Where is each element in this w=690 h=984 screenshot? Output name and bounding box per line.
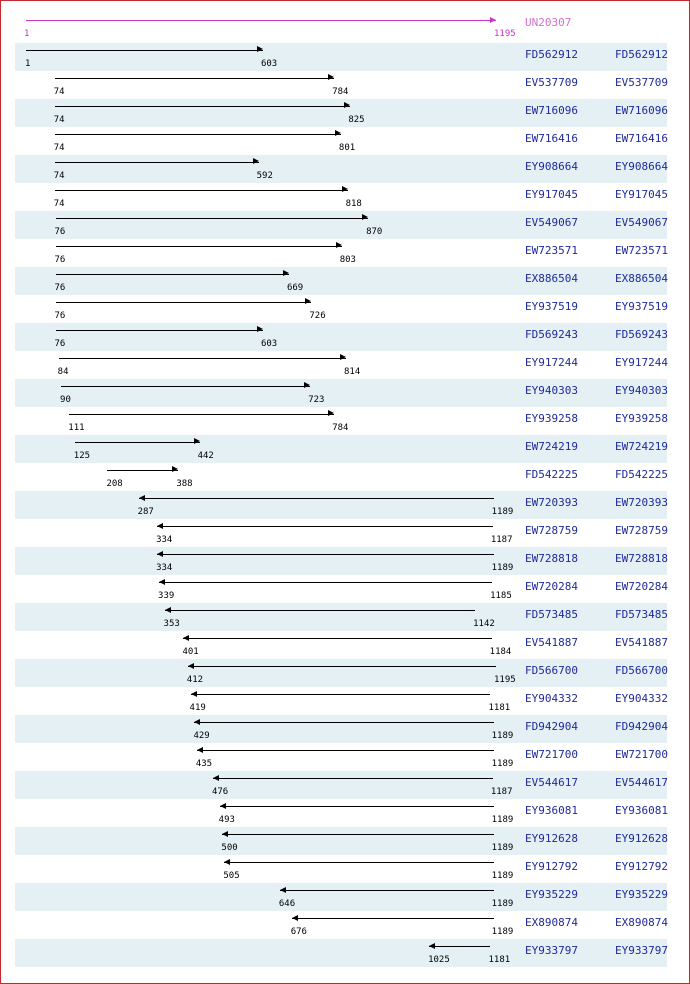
end-position-label: 1189 (491, 927, 514, 937)
alignment-line (213, 778, 493, 779)
start-position-label: 74 (53, 115, 65, 125)
accession-link-secondary[interactable]: EW720284 (615, 580, 668, 593)
alignment-row (15, 603, 667, 631)
start-position-label: 111 (68, 423, 85, 433)
end-position-label: 1181 (488, 703, 511, 713)
alignment-row (15, 379, 667, 407)
arrow-right-icon (344, 102, 350, 108)
alignment-line (183, 638, 491, 639)
alignment-line (55, 106, 351, 107)
end-position-label: 603 (260, 339, 278, 349)
reference-line (26, 20, 496, 21)
arrow-left-icon (197, 747, 203, 753)
arrow-right-icon (305, 298, 311, 304)
accession-link[interactable]: EY936081 (525, 804, 578, 817)
accession-link-secondary[interactable]: EW721700 (615, 748, 668, 761)
arrow-left-icon (222, 831, 228, 837)
accession-link-secondary[interactable]: EY904332 (615, 692, 668, 705)
arrow-left-icon (191, 691, 197, 697)
alignment-row (15, 71, 667, 99)
alignment-line (220, 806, 494, 807)
alignment-row (15, 547, 667, 575)
start-position-label: 435 (195, 759, 213, 769)
alignment-line (197, 750, 494, 751)
accession-link[interactable]: EY939258 (525, 412, 578, 425)
start-position-label: 476 (211, 787, 229, 797)
alignment-row (15, 827, 667, 855)
accession-link-secondary[interactable]: EW720393 (615, 496, 668, 509)
reference-end-label: 1195 (494, 29, 516, 39)
arrow-right-icon (172, 466, 178, 472)
arrow-left-icon (280, 887, 286, 893)
start-position-label: 334 (156, 535, 173, 545)
start-position-label: 287 (137, 507, 154, 517)
start-position-label: 401 (182, 647, 199, 657)
accession-link[interactable]: EW721700 (525, 748, 578, 761)
end-position-label: 1189 (491, 871, 514, 881)
accession-link-secondary[interactable]: EY940303 (615, 384, 668, 397)
alignment-line (56, 302, 312, 303)
accession-link[interactable]: EW720393 (525, 496, 578, 509)
end-position-label: 669 (286, 283, 304, 293)
accession-link[interactable]: EY904332 (525, 692, 578, 705)
arrow-right-icon (253, 158, 259, 164)
reference-id[interactable]: UN20307 (525, 16, 572, 29)
end-position-label: 1189 (491, 731, 514, 741)
accession-link[interactable]: EW716416 (525, 132, 578, 145)
accession-link[interactable]: EY912792 (525, 860, 578, 873)
alignment-row (15, 239, 667, 267)
alignment-line (165, 610, 476, 611)
accession-link-secondary[interactable]: EW728759 (615, 524, 668, 537)
arrow-right-icon (283, 270, 289, 276)
alignment-line (26, 50, 263, 51)
accession-link[interactable]: EW724219 (525, 440, 578, 453)
accession-link-secondary[interactable]: EY936081 (615, 804, 668, 817)
accession-link[interactable]: FD573485 (525, 608, 578, 621)
alignment-row (15, 631, 667, 659)
arrow-left-icon (157, 551, 163, 557)
accession-link-secondary[interactable]: FD542225 (615, 468, 668, 481)
end-position-label: 1142 (473, 619, 495, 629)
alignment-row (15, 771, 667, 799)
accession-link[interactable]: EW728759 (525, 524, 578, 537)
reference-arrow-head (490, 17, 496, 23)
start-position-label: 646 (278, 899, 296, 909)
accession-link-secondary[interactable]: EW716416 (615, 132, 668, 145)
accession-link[interactable]: EV544617 (525, 776, 578, 789)
alignment-row (15, 407, 667, 435)
accession-link[interactable]: EV541887 (525, 636, 578, 649)
end-position-label: 825 (348, 115, 365, 125)
accession-link[interactable]: FD569243 (525, 328, 578, 341)
start-position-label: 339 (158, 591, 175, 601)
alignment-row (15, 883, 667, 911)
arrow-right-icon (257, 326, 263, 332)
end-position-label: 784 (332, 423, 349, 433)
alignment-line (157, 526, 493, 527)
alignment-line (55, 162, 259, 163)
accession-link[interactable]: EY940303 (525, 384, 578, 397)
alignment-line (55, 134, 341, 135)
end-position-label: 1195 (494, 675, 516, 685)
end-position-label: 1189 (491, 815, 514, 825)
alignment-row (15, 743, 667, 771)
accession-link-secondary[interactable]: EY939258 (615, 412, 668, 425)
alignment-row (15, 435, 667, 463)
start-position-label: 84 (57, 367, 69, 377)
alignment-rows (15, 43, 667, 967)
accession-link-secondary[interactable]: EX890874 (615, 916, 668, 929)
start-position-label: 429 (193, 731, 210, 741)
alignment-line (55, 190, 348, 191)
accession-link[interactable]: EX890874 (525, 916, 578, 929)
end-position-label: 818 (345, 199, 362, 209)
start-position-label: 676 (290, 927, 307, 937)
end-position-label: 1181 (488, 955, 511, 965)
accession-link-secondary[interactable]: EW723571 (615, 244, 668, 257)
reference-start-label: 1 (24, 29, 30, 39)
arrow-left-icon (159, 579, 165, 585)
alignment-row (15, 295, 667, 323)
alignment-row (15, 939, 667, 967)
alignment-row (15, 799, 667, 827)
arrow-right-icon (342, 186, 348, 192)
alignment-row (15, 911, 667, 939)
accession-link[interactable]: EY908664 (525, 160, 578, 173)
accession-link-secondary[interactable]: EW724219 (615, 440, 668, 453)
accession-link[interactable]: FD562912 (525, 48, 578, 61)
accession-link-secondary[interactable]: EV549067 (615, 216, 668, 229)
accession-link[interactable]: EV549067 (525, 216, 578, 229)
arrow-left-icon (220, 803, 226, 809)
alignment-row (15, 127, 667, 155)
start-position-label: 76 (54, 283, 66, 293)
alignment-line (75, 442, 200, 443)
alignment-line (139, 498, 494, 499)
start-position-label: 125 (73, 451, 91, 461)
arrow-right-icon (257, 46, 263, 52)
alignment-row (15, 351, 667, 379)
accession-link-secondary[interactable]: FD573485 (615, 608, 668, 621)
alignment-row (15, 715, 667, 743)
alignment-line (194, 722, 493, 723)
accession-link-secondary[interactable]: EV541887 (615, 636, 668, 649)
accession-link-secondary[interactable]: EW728818 (615, 552, 668, 565)
accession-link[interactable]: EY917244 (525, 356, 578, 369)
accession-link[interactable]: FD542225 (525, 468, 578, 481)
accession-link[interactable]: EY935229 (525, 888, 578, 901)
start-position-label: 419 (189, 703, 206, 713)
end-position-label: 723 (308, 395, 325, 405)
accession-link-secondary[interactable]: FD942904 (615, 720, 668, 733)
end-position-label: 442 (197, 451, 214, 461)
end-position-label: 870 (366, 227, 383, 237)
arrow-right-icon (328, 74, 334, 80)
arrow-right-icon (362, 214, 368, 220)
start-position-label: 90 (60, 395, 71, 405)
accession-link-secondary[interactable]: FD562912 (615, 48, 668, 61)
accession-link[interactable]: FD566700 (525, 664, 578, 677)
start-position-label: 76 (54, 227, 66, 237)
end-position-label: 592 (256, 171, 273, 181)
alignment-line (107, 470, 178, 471)
alignment-line (69, 414, 334, 415)
alignment-row (15, 43, 667, 71)
end-position-label: 1185 (490, 591, 512, 601)
arrow-right-icon (194, 438, 200, 444)
alignment-line (222, 834, 493, 835)
end-position-label: 1189 (491, 759, 514, 769)
arrow-right-icon (328, 410, 334, 416)
accession-link-secondary[interactable]: FD566700 (615, 664, 668, 677)
accession-link[interactable]: EW720284 (525, 580, 578, 593)
end-position-label: 801 (338, 143, 356, 153)
accession-link[interactable]: EX886504 (525, 272, 578, 285)
alignment-line (280, 890, 494, 891)
start-position-label: 493 (218, 815, 235, 825)
accession-link-secondary[interactable]: EY933797 (615, 944, 668, 957)
accession-link[interactable]: EY933797 (525, 944, 578, 957)
alignment-line (55, 78, 334, 79)
arrow-right-icon (304, 382, 310, 388)
accession-link-secondary[interactable]: EX886504 (615, 272, 668, 285)
start-position-label: 74 (53, 143, 65, 153)
alignment-line (59, 358, 346, 359)
arrow-left-icon (292, 915, 298, 921)
alignment-row (15, 463, 667, 491)
alignment-row (15, 155, 667, 183)
end-position-label: 1189 (491, 843, 514, 853)
alignment-row (15, 519, 667, 547)
end-position-label: 803 (339, 255, 356, 265)
arrow-right-icon (336, 242, 342, 248)
accession-link-secondary[interactable]: EV537709 (615, 76, 668, 89)
start-position-label: 76 (54, 255, 66, 265)
alignment-line (191, 694, 491, 695)
end-position-label: 1189 (491, 899, 514, 909)
alignment-row (15, 267, 667, 295)
start-position-label: 353 (163, 619, 180, 629)
start-position-label: 334 (156, 563, 173, 573)
accession-link[interactable]: EY937519 (525, 300, 578, 313)
alignment-row (15, 323, 667, 351)
accession-link-secondary[interactable]: EW716096 (615, 104, 668, 117)
arrow-left-icon (188, 663, 194, 669)
start-position-label: 208 (106, 479, 123, 489)
alignment-line (429, 946, 490, 947)
end-position-label: 1187 (490, 787, 513, 797)
alignment-line (56, 218, 369, 219)
arrow-left-icon (157, 523, 163, 529)
accession-link-secondary[interactable]: EY937519 (615, 300, 668, 313)
arrow-right-icon (340, 354, 346, 360)
arrow-left-icon (139, 495, 145, 501)
arrow-right-icon (335, 130, 341, 136)
end-position-label: 1189 (491, 507, 514, 517)
arrow-left-icon (165, 607, 171, 613)
accession-link-secondary[interactable]: EY912628 (615, 832, 668, 845)
start-position-label: 505 (223, 871, 240, 881)
arrow-left-icon (183, 635, 189, 641)
end-position-label: 814 (344, 367, 361, 377)
arrow-left-icon (194, 719, 200, 725)
end-position-label: 388 (176, 479, 193, 489)
alignment-line (159, 582, 492, 583)
end-position-label: 726 (309, 311, 326, 321)
alignment-line (56, 274, 289, 275)
accession-link-secondary[interactable]: FD569243 (615, 328, 668, 341)
alignment-row (15, 687, 667, 715)
start-position-label: 74 (53, 87, 65, 97)
alignment-row (15, 659, 667, 687)
accession-link[interactable]: EW723571 (525, 244, 578, 257)
alignment-row (15, 491, 667, 519)
reference-track (15, 1, 667, 43)
end-position-label: 784 (332, 87, 349, 97)
accession-link[interactable]: EY912628 (525, 832, 578, 845)
accession-link-secondary[interactable]: EV544617 (615, 776, 668, 789)
alignment-line (292, 918, 494, 919)
alignment-line (224, 862, 493, 863)
alignment-line (157, 554, 494, 555)
arrow-left-icon (224, 859, 230, 865)
accession-link[interactable]: EW728818 (525, 552, 578, 565)
accession-link-secondary[interactable]: EY912792 (615, 860, 668, 873)
accession-link-secondary[interactable]: EY935229 (615, 888, 668, 901)
end-position-label: 1187 (490, 535, 513, 545)
alignment-line (188, 666, 496, 667)
accession-link-secondary[interactable]: EY917045 (615, 188, 668, 201)
accession-link-secondary[interactable]: EY917244 (615, 356, 668, 369)
alignment-line (56, 246, 342, 247)
start-position-label: 1 (25, 59, 31, 69)
start-position-label: 500 (221, 843, 238, 853)
accession-link[interactable]: EV537709 (525, 76, 578, 89)
start-position-label: 1025 (428, 955, 450, 965)
alignment-row (15, 575, 667, 603)
start-position-label: 74 (53, 171, 65, 181)
start-position-label: 74 (53, 199, 65, 209)
arrow-left-icon (429, 943, 435, 949)
alignment-row (15, 183, 667, 211)
alignment-row (15, 855, 667, 883)
alignment-row (15, 211, 667, 239)
alignment-line (61, 386, 310, 387)
start-position-label: 76 (54, 311, 66, 321)
end-position-label: 603 (260, 59, 278, 69)
alignment-line (56, 330, 263, 331)
end-position-label: 1189 (491, 563, 514, 573)
accession-link[interactable]: FD942904 (525, 720, 578, 733)
start-position-label: 76 (54, 339, 66, 349)
start-position-label: 412 (186, 675, 204, 685)
end-position-label: 1184 (489, 647, 512, 657)
accession-link[interactable]: EY917045 (525, 188, 578, 201)
alignment-row (15, 99, 667, 127)
accession-link[interactable]: EW716096 (525, 104, 578, 117)
arrow-left-icon (213, 775, 219, 781)
accession-link-secondary[interactable]: EY908664 (615, 160, 668, 173)
